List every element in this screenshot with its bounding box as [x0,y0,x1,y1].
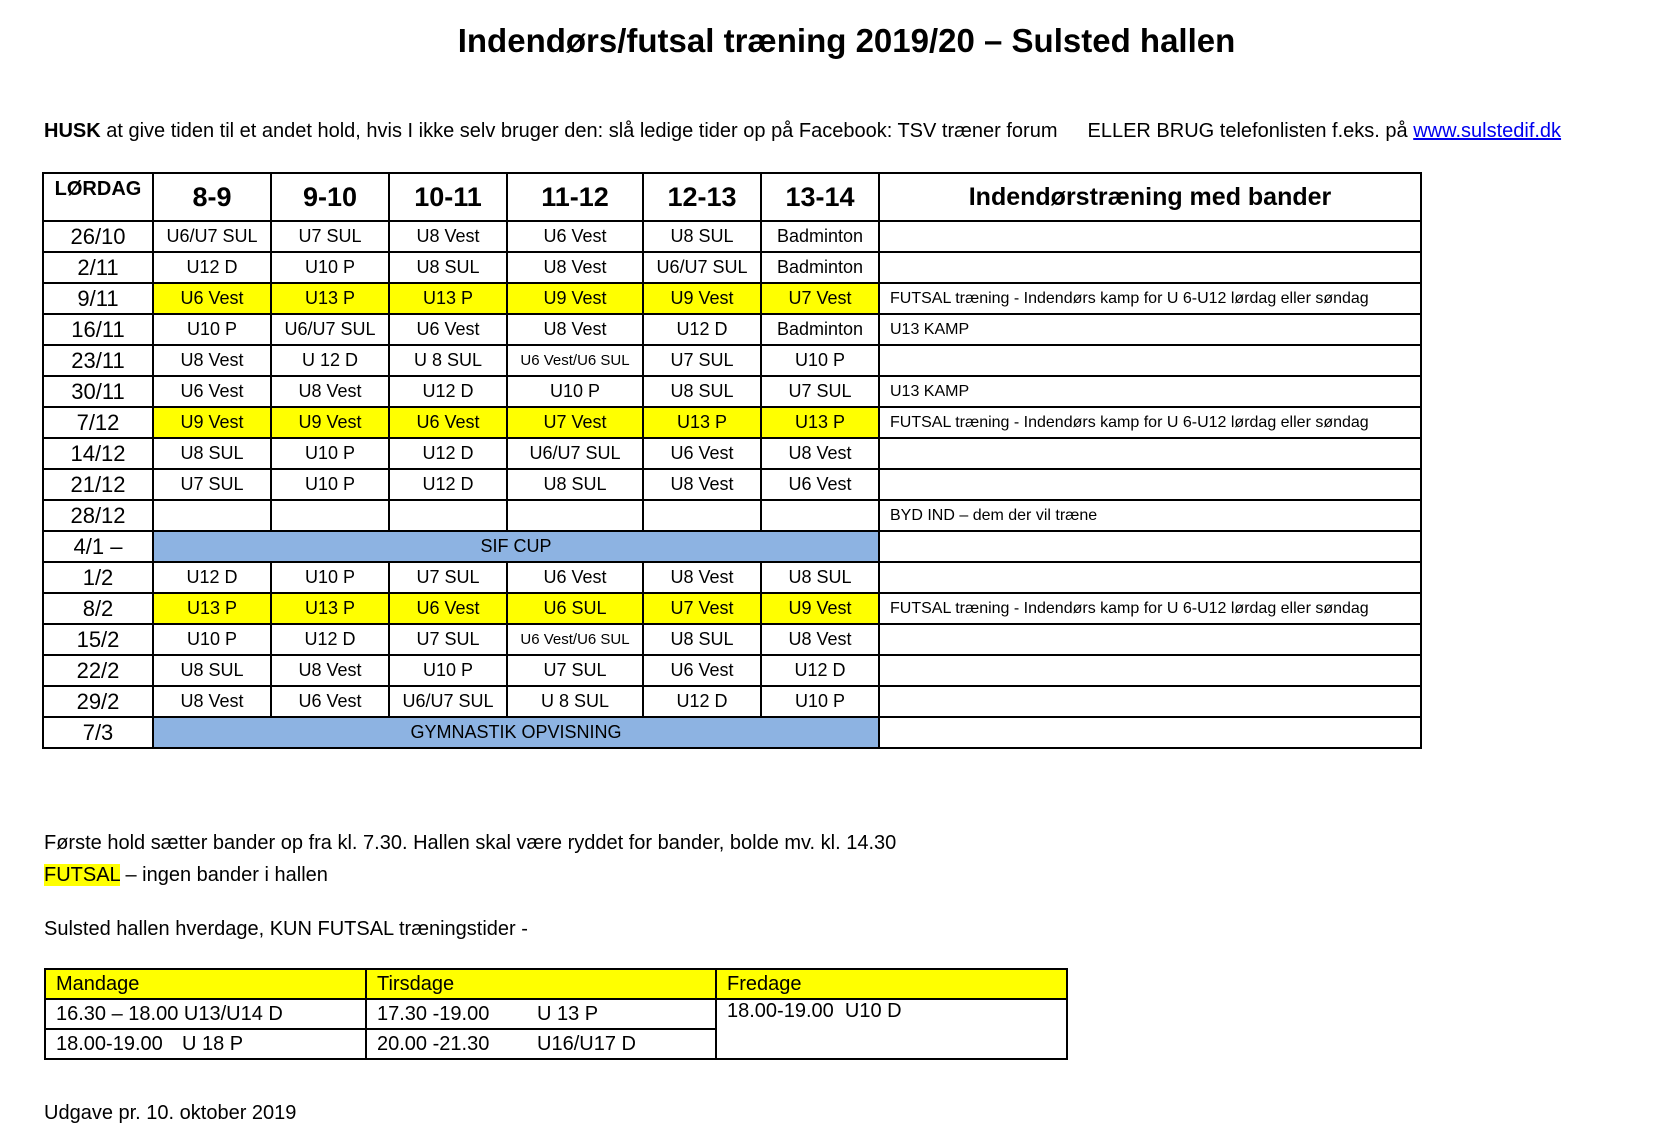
slot-cell: U9 Vest [507,283,643,314]
row-date: 22/2 [43,655,153,686]
slot-cell: U6/U7 SUL [507,438,643,469]
row-note: BYD IND – dem der vil træne [879,500,1421,531]
row-date: 16/11 [43,314,153,345]
slot-cell: U6 Vest/U6 SUL [507,345,643,376]
slot-cell [643,500,761,531]
schedule-row [43,407,1421,438]
slot-cell: U8 SUL [507,469,643,500]
slot-cell [507,500,643,531]
row-note [879,686,1421,717]
row-note [879,345,1421,376]
slot-cell: U6 Vest [389,314,507,345]
slot-cell: U7 SUL [271,221,389,252]
slot-cell: U12 D [389,376,507,407]
slot-cell: U6/U7 SUL [271,314,389,345]
slot-cell: U12 D [389,469,507,500]
slot-cell: U10 P [153,314,271,345]
merged-event: SIF CUP [153,531,879,562]
slot-cell: U13 P [761,407,879,438]
futsal-note [44,864,328,887]
slot-cell: U13 P [389,283,507,314]
slot-cell: U6 Vest [271,686,389,717]
row-date: 15/2 [43,624,153,655]
schedule-row [43,221,1421,252]
slot-time: 20.00 -21.30 [377,1032,490,1055]
slot-cell: U12 D [153,562,271,593]
header-slot: 11-12 [507,173,643,221]
slot-cell: U6 Vest [153,376,271,407]
slot-cell: U7 SUL [389,562,507,593]
slot-cell: U8 SUL [643,221,761,252]
slot-cell: Badminton [761,314,879,345]
reminder-text [44,120,1561,143]
slot-cell: U6 Vest [389,593,507,624]
schedule-row [43,531,1421,562]
slot-cell: U9 Vest [271,407,389,438]
row-date: 23/11 [43,345,153,376]
slot-cell: U8 Vest [153,686,271,717]
row-date: 8/2 [43,593,153,624]
slot-cell: U10 P [271,469,389,500]
slot-cell: U8 SUL [761,562,879,593]
schedule-row [43,314,1421,345]
slot-cell: U9 Vest [153,407,271,438]
slot-cell: U8 SUL [153,438,271,469]
friday-slot [716,999,1067,1059]
schedule-header-row [43,173,1421,221]
weekday-intro: Sulsted hallen hverdage, KUN FUTSAL træningstider - [44,918,528,940]
row-date: 21/12 [43,469,153,500]
row-note: FUTSAL træning - Indendørs kamp for U 6-U12 lørdag eller søndag [879,593,1421,624]
weekday-header-monday: Mandage [45,969,366,999]
weekday-table [44,968,1068,1060]
row-note: U13 KAMP [879,314,1421,345]
row-date: 9/11 [43,283,153,314]
schedule-row [43,500,1421,531]
schedule-row [43,376,1421,407]
header-slot: 13-14 [761,173,879,221]
slot-cell: U8 SUL [643,624,761,655]
slot-cell [153,500,271,531]
slot-cell: U12 D [643,686,761,717]
slot-cell: U7 SUL [761,376,879,407]
edition-date: Udgave pr. 10. oktober 2019 [44,1102,297,1124]
slot-cell: U12 D [153,252,271,283]
row-note: FUTSAL træning - Indendørs kamp for U 6-U12 lørdag eller søndag [879,283,1421,314]
slot-cell: U10 P [153,624,271,655]
row-date: 4/1 – [43,531,153,562]
slot-cell: U8 Vest [507,252,643,283]
slot-team: U 18 P [182,1032,244,1055]
row-note [879,531,1421,562]
schedule-row [43,252,1421,283]
saturday-schedule-table [42,172,1422,749]
row-note [879,252,1421,283]
merged-event: GYMNASTIK OPVISNING [153,717,879,748]
slot-cell: U6 Vest [643,438,761,469]
slot-time: 18.00-19.00 [727,1000,834,1022]
slot-cell: U7 SUL [643,345,761,376]
slot-time: 18.00-19.00 [56,1032,163,1055]
slot-cell: U7 Vest [507,407,643,438]
slot-cell: U6 SUL [507,593,643,624]
slot-cell: U 12 D [271,345,389,376]
slot-cell [761,500,879,531]
slot-cell: U10 P [271,252,389,283]
slot-cell: U9 Vest [761,593,879,624]
row-note [879,655,1421,686]
slot-cell: U6 Vest [761,469,879,500]
slot-cell: U 8 SUL [507,686,643,717]
slot-cell: Badminton [761,252,879,283]
slot-cell: U10 P [507,376,643,407]
slot-team: U10 D [844,1000,902,1022]
slot-cell: U6/U7 SUL [643,252,761,283]
slot-cell: U12 D [389,438,507,469]
slot-time: 16.30 – 18.00 [56,1002,179,1025]
schedule-row [43,345,1421,376]
slot-team: U13/U14 D [183,1002,283,1025]
slot-cell: U7 SUL [389,624,507,655]
slot-cell: U10 P [389,655,507,686]
row-note: U13 KAMP [879,376,1421,407]
slot-cell: U6 Vest [389,407,507,438]
slot-cell: U8 Vest [761,438,879,469]
setup-note: Første hold sætter bander op fra kl. 7.30. Hallen skal være ryddet for bander, bolde mv. kl. 14.30 [44,832,897,854]
slot-cell: U 8 SUL [389,345,507,376]
schedule-row [43,438,1421,469]
row-date: 30/11 [43,376,153,407]
slot-cell: U8 Vest [643,562,761,593]
header-slot: 10-11 [389,173,507,221]
slot-cell: U7 SUL [507,655,643,686]
tuesday-slot-2 [366,1029,716,1059]
slot-team: U 13 P [537,1002,599,1025]
row-note [879,438,1421,469]
row-note [879,562,1421,593]
row-note [879,469,1421,500]
row-note: FUTSAL træning - Indendørs kamp for U 6-U12 lørdag eller søndag [879,407,1421,438]
slot-cell: U6 Vest [153,283,271,314]
schedule-row [43,686,1421,717]
schedule-row [43,283,1421,314]
slot-cell: U8 Vest [153,345,271,376]
slot-cell: U10 P [271,562,389,593]
slot-cell: U9 Vest [643,283,761,314]
reminder-body: at give tiden til et andet hold, hvis I ikke selv bruger den: slå ledige tider op på Facebook: TSV træner forum [100,120,1058,142]
reminder-bold: HUSK [44,120,101,142]
futsal-note-text: – ingen bander i hallen [119,864,328,886]
slot-cell: U8 Vest [389,221,507,252]
header-slot: 9-10 [271,173,389,221]
page-title: Indendørs/futsal træning 2019/20 – Sulsted hallen [457,22,1236,59]
slot-cell: U13 P [271,283,389,314]
row-note [879,624,1421,655]
reminder-body-2: ELLER BRUG telefonlisten f.eks. på [1087,120,1414,142]
slot-cell: U6/U7 SUL [389,686,507,717]
slot-time: 17.30 -19.00 [377,1002,490,1025]
slot-cell: U8 Vest [643,469,761,500]
slot-cell [271,500,389,531]
slot-cell: U8 Vest [271,655,389,686]
slot-cell: U6/U7 SUL [153,221,271,252]
slot-cell: U8 SUL [389,252,507,283]
slot-cell: U13 P [153,593,271,624]
slot-cell: U7 SUL [153,469,271,500]
header-note: Indendørstræning med bander [879,173,1421,221]
slot-cell: U8 Vest [507,314,643,345]
slot-cell: U10 P [271,438,389,469]
row-date: 14/12 [43,438,153,469]
tuesday-slot-1 [366,999,716,1029]
slot-cell: U10 P [761,345,879,376]
slot-cell: U8 SUL [643,376,761,407]
header-day: LØRDAG [43,173,153,221]
slot-cell: U6 Vest/U6 SUL [507,624,643,655]
row-note [879,717,1421,748]
slot-cell: U12 D [761,655,879,686]
slot-cell: U6 Vest [643,655,761,686]
row-date: 7/12 [43,407,153,438]
futsal-highlight: FUTSAL [44,864,120,886]
slot-cell: U12 D [271,624,389,655]
weekday-header-tuesday: Tirsdage [366,969,716,999]
slot-cell: U13 P [643,407,761,438]
row-date: 28/12 [43,500,153,531]
schedule-row [43,469,1421,500]
row-date: 2/11 [43,252,153,283]
schedule-body [43,221,1421,748]
weekday-header-friday: Fredage [716,969,1067,999]
slot-cell: U10 P [761,686,879,717]
website-link[interactable]: www.sulstedif.dk [1413,120,1562,142]
slot-cell: Badminton [761,221,879,252]
schedule-row [43,655,1421,686]
slot-cell: U13 P [271,593,389,624]
slot-team: U16/U17 D [537,1032,636,1055]
slot-cell: U12 D [643,314,761,345]
monday-slot-1 [45,999,366,1029]
row-note [879,221,1421,252]
monday-slot-2 [45,1029,366,1059]
row-date: 1/2 [43,562,153,593]
slot-cell: U7 Vest [761,283,879,314]
slot-cell: U8 Vest [761,624,879,655]
slot-cell: U7 Vest [643,593,761,624]
schedule-row [43,562,1421,593]
row-date: 7/3 [43,717,153,748]
schedule-row [43,624,1421,655]
header-slot: 12-13 [643,173,761,221]
row-date: 26/10 [43,221,153,252]
slot-cell: U6 Vest [507,221,643,252]
slot-cell: U8 Vest [271,376,389,407]
schedule-row [43,717,1421,748]
schedule-row [43,593,1421,624]
row-date: 29/2 [43,686,153,717]
slot-cell: U8 SUL [153,655,271,686]
slot-cell [389,500,507,531]
header-slot: 8-9 [153,173,271,221]
slot-cell: U6 Vest [507,562,643,593]
